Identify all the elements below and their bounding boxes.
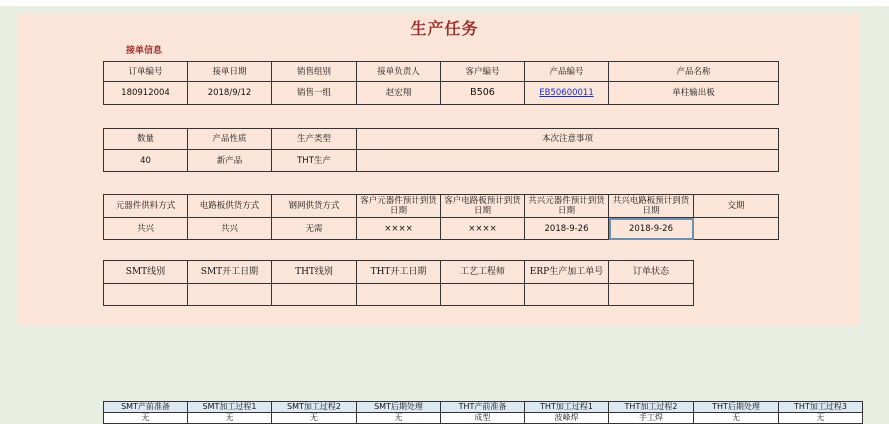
cell-product-name[interactable]: 单柱输出板 [609, 82, 779, 105]
product-number-link[interactable]: EB50600011 [539, 88, 594, 98]
cell-product-number[interactable] [525, 82, 609, 105]
header-gongxing-pcb-eta: 共兴电路板预计到货日期 [609, 195, 694, 218]
header-smt-start-date: SMT开工日期 [188, 261, 272, 284]
product-info-table [103, 128, 779, 172]
header-customer-pcb-eta: 客户电路板预计到货日期 [441, 195, 525, 218]
cell-quantity[interactable]: 40 [104, 150, 188, 172]
header-order-status: 订单状态 [609, 261, 694, 284]
cell-smt-post-processing[interactable]: 无 [357, 413, 441, 424]
cell-customer-pcb-eta[interactable]: ×××× [441, 218, 525, 240]
cell-tht-process-3[interactable]: 无 [779, 413, 863, 424]
header-production-type: 生产类型 [272, 129, 357, 150]
header-smt-line: SMT线别 [104, 261, 188, 284]
header-tht-process-3: THT加工过程3 [779, 402, 863, 413]
cell-tht-process-2[interactable]: 手工焊 [609, 413, 694, 424]
cell-component-supply[interactable]: 共兴 [104, 218, 188, 240]
order-info-table [103, 61, 779, 105]
cell-gongxing-component-eta[interactable]: 2018-9-26 [525, 218, 609, 240]
header-product-name: 产品名称 [609, 62, 779, 82]
header-stencil-supply: 钢网供货方式 [272, 195, 357, 218]
header-smt-process-2: SMT加工过程2 [272, 402, 357, 413]
header-tht-line: THT线别 [272, 261, 357, 284]
cell-smt-process-2[interactable]: 无 [272, 413, 357, 424]
header-smt-preparation: SMT产前准备 [104, 402, 188, 413]
cell-smt-preparation[interactable]: 无 [104, 413, 188, 424]
process-table [103, 401, 863, 424]
cell-tht-process-1[interactable]: 波峰焊 [525, 413, 609, 424]
header-notes: 本次注意事项 [357, 129, 779, 150]
cell-pcb-supply[interactable]: 共兴 [188, 218, 272, 240]
header-component-supply: 元器件供料方式 [104, 195, 188, 218]
cell-smt-process-1[interactable]: 无 [188, 413, 272, 424]
header-smt-process-1: SMT加工过程1 [188, 402, 272, 413]
header-customer-number: 客户编号 [441, 62, 525, 82]
cell-sales-group[interactable]: 销售一组 [272, 82, 357, 105]
cell-product-nature[interactable]: 新产品 [188, 150, 272, 172]
header-product-number: 产品编号 [525, 62, 609, 82]
cell-order-date[interactable]: 2018/9/12 [188, 82, 272, 105]
header-tht-post-processing: THT后期处理 [694, 402, 779, 413]
cell-stencil-supply[interactable]: 无需 [272, 218, 357, 240]
cell-smt-line[interactable] [104, 284, 188, 306]
header-order-date: 接单日期 [188, 62, 272, 82]
cell-tht-line[interactable] [272, 284, 357, 306]
header-tht-preparation: THT产前准备 [441, 402, 525, 413]
header-process-engineer: 工艺工程师 [441, 261, 525, 284]
cell-customer-component-eta[interactable]: ×××× [357, 218, 441, 240]
header-order-number: 订单编号 [104, 62, 188, 82]
line-info-table [103, 260, 694, 306]
cell-order-status[interactable] [609, 284, 694, 306]
header-sales-group: 销售组别 [272, 62, 357, 82]
cell-order-number[interactable]: 180912004 [104, 82, 188, 105]
cell-tht-post-processing[interactable]: 无 [694, 413, 779, 424]
cell-process-engineer[interactable] [441, 284, 525, 306]
cell-smt-start-date[interactable] [188, 284, 272, 306]
header-product-nature: 产品性质 [188, 129, 272, 150]
cell-erp-order-number[interactable] [525, 284, 609, 306]
header-gongxing-component-eta: 共兴元器件预计到货日期 [525, 195, 609, 218]
header-pcb-supply: 电路板供货方式 [188, 195, 272, 218]
header-erp-order-number: ERP生产加工单号 [525, 261, 609, 284]
header-smt-post-processing: SMT后期处理 [357, 402, 441, 413]
header-customer-component-eta: 客户元器件预计到货日期 [357, 195, 441, 218]
supply-info-table [103, 194, 779, 240]
cell-production-type[interactable]: THT生产 [272, 150, 357, 172]
header-tht-process-1: THT加工过程1 [525, 402, 609, 413]
header-quantity: 数量 [104, 129, 188, 150]
section-label-order-info: 接单信息 [126, 46, 163, 56]
header-tht-start-date: THT开工日期 [357, 261, 441, 284]
header-order-owner: 接单负责人 [357, 62, 441, 82]
cell-customer-number[interactable]: B506 [441, 82, 525, 105]
page-title: 生产任务 [410, 19, 479, 38]
cell-tht-preparation[interactable]: 成型 [441, 413, 525, 424]
cell-notes[interactable] [357, 150, 779, 172]
cell-order-owner[interactable]: 赵宏翔 [357, 82, 441, 105]
header-delivery-date: 交期 [694, 195, 779, 218]
cell-gongxing-pcb-eta[interactable]: 2018-9-26 [609, 218, 694, 240]
cell-delivery-date[interactable] [694, 218, 779, 240]
top-bar [0, 0, 889, 6]
cell-tht-start-date[interactable] [357, 284, 441, 306]
header-tht-process-2: THT加工过程2 [609, 402, 694, 413]
